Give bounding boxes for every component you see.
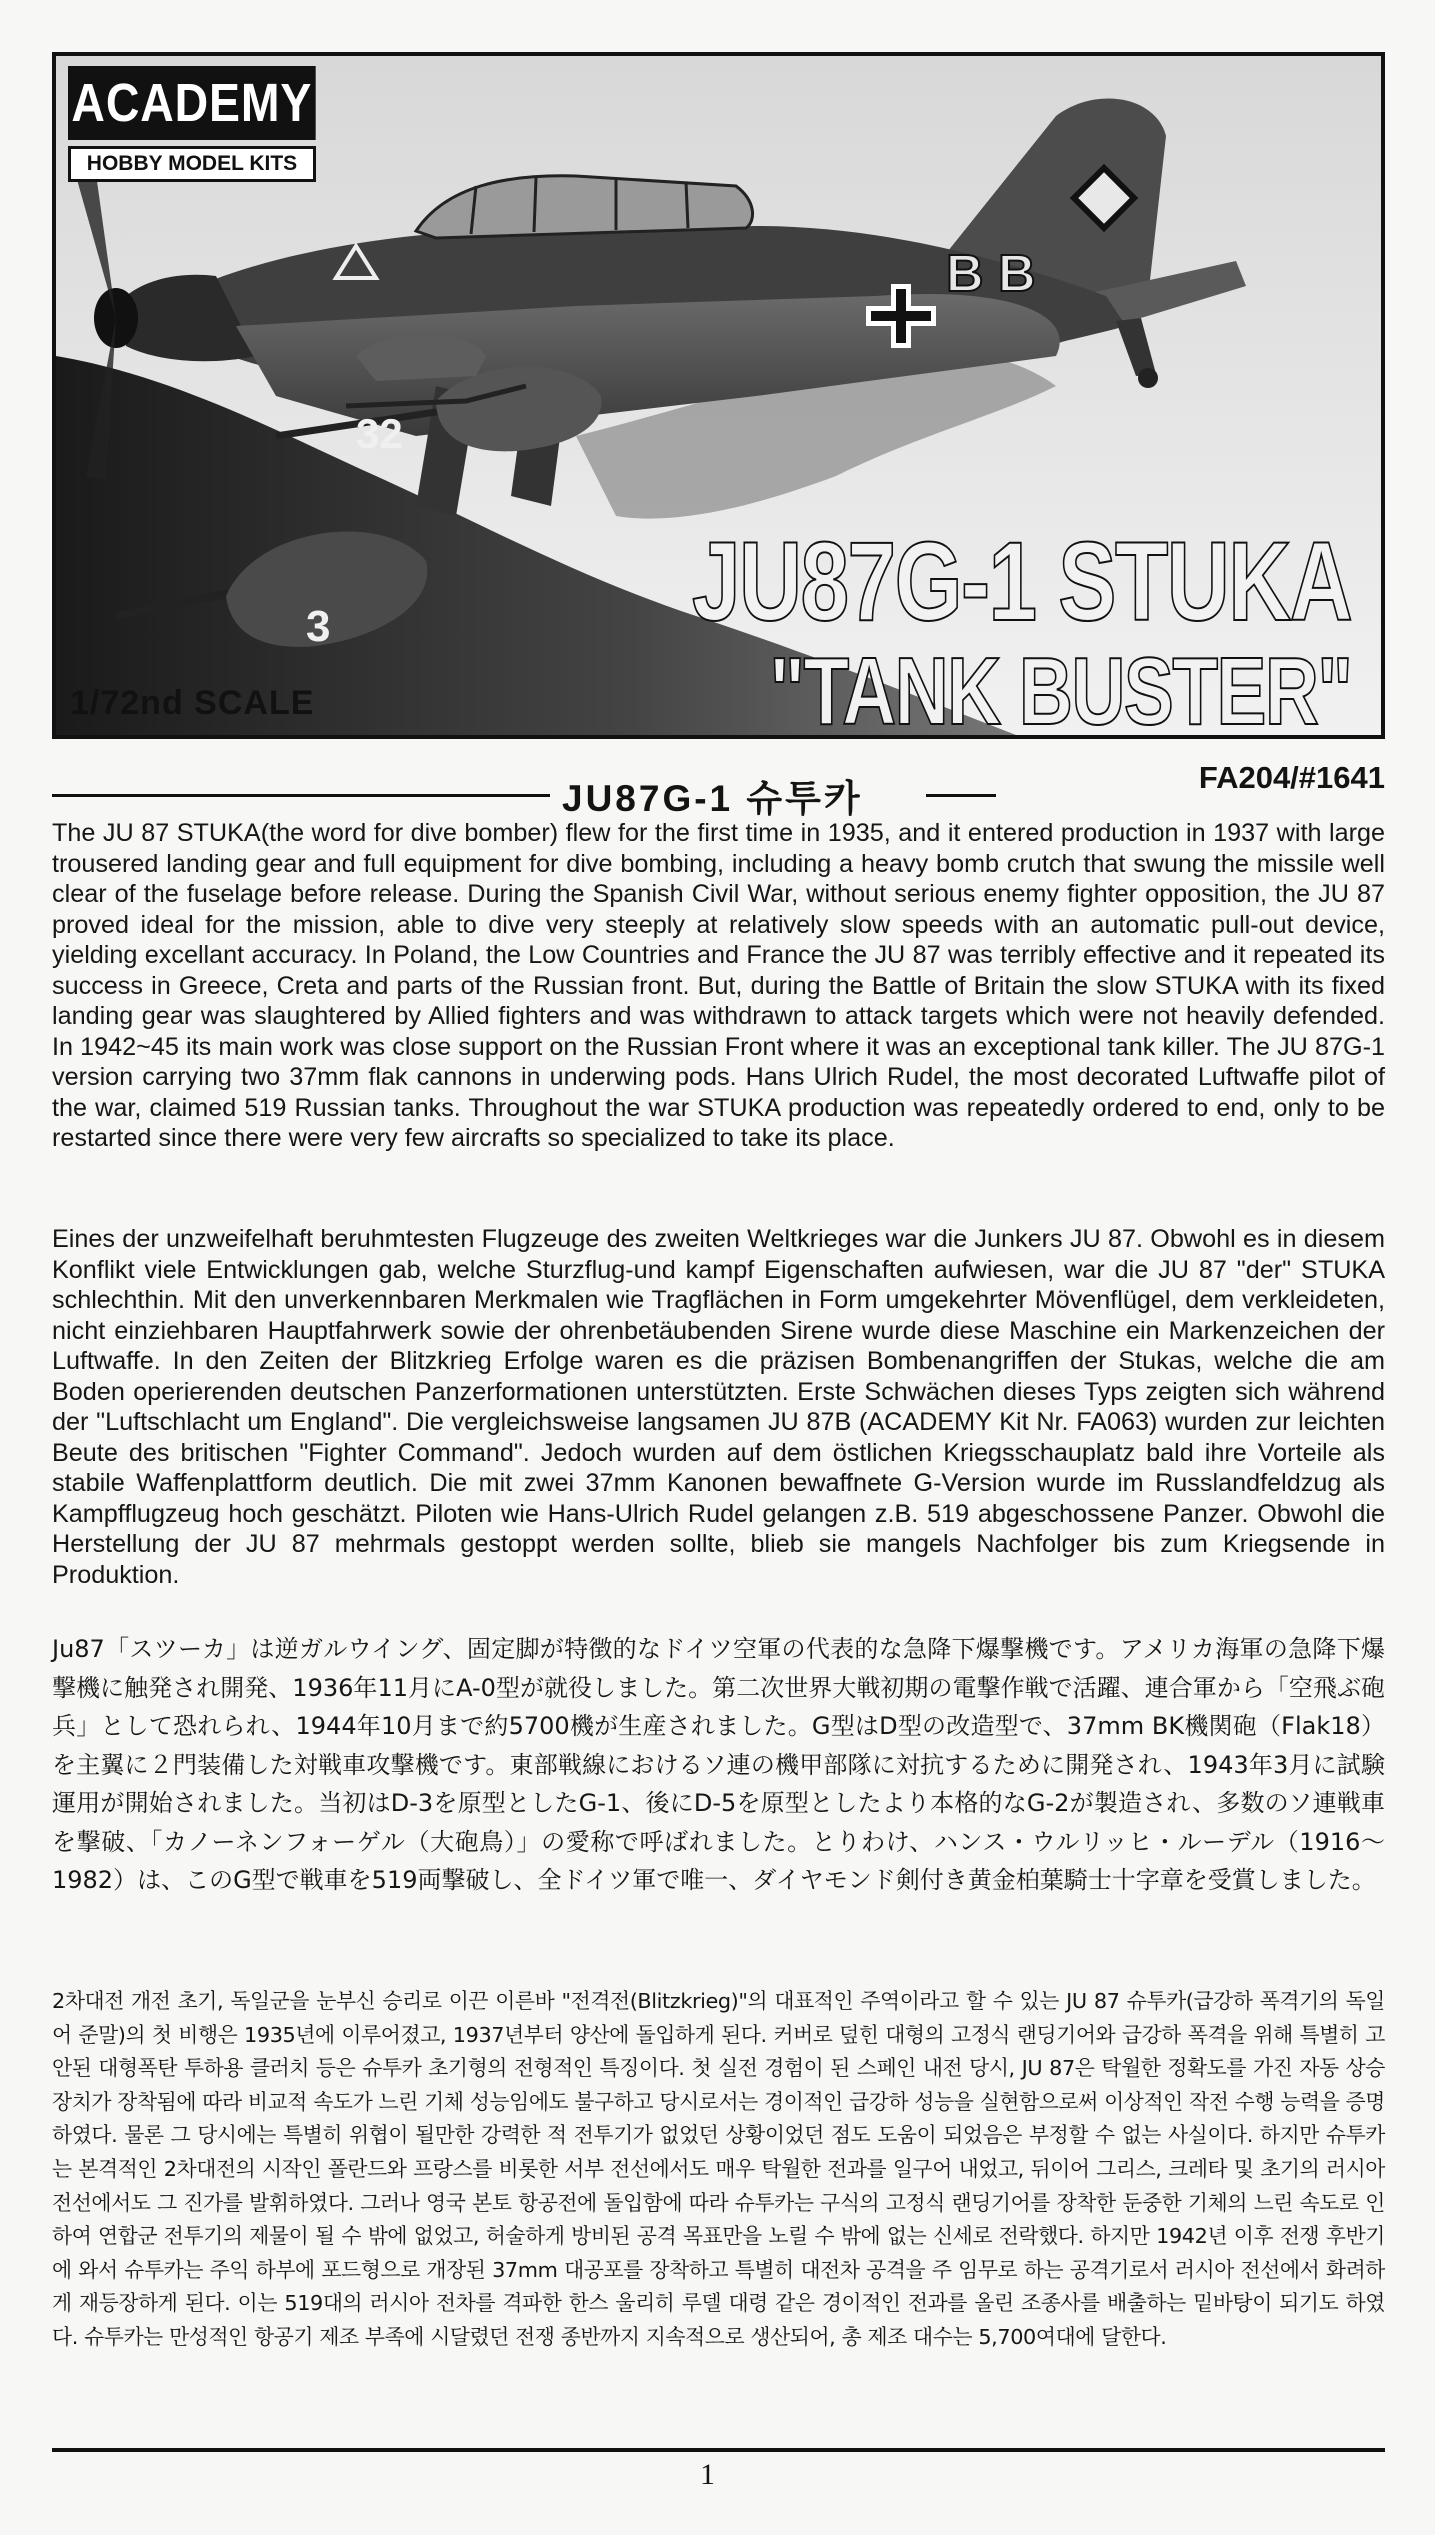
box-art xyxy=(52,52,1385,739)
tail-code-marking: B B xyxy=(946,245,1036,303)
header-rule-left xyxy=(52,794,550,797)
japanese-description: Ju87「スツーカ」は逆ガルウイング、固定脚が特徴的なドイツ空軍の代表的な急降下爆撃機です。アメリカ海軍の急降下爆撃機に触発され開発、1936年11月にA-0型が就役しました。第二次世界大戦初期の電撃作戦で活躍、連合軍から「空飛ぶ砲兵」として恐れられ、1944年10月まで約5700機が生産されました。G型はD型の改造型で、37mm BK機関砲（Flak18）を主翼に２門装備した対戦車攻撃機です。東部戦線におけるソ連の機甲部隊に対抗するために開発され、1943年3月に試験運用が開始されました。当初はD-3を原型としたG-1、後にD-5を原型としたより本格的なG-2が製造され、多数のソ連戦車を撃破、「カノーネンフォーゲル（大砲鳥）」の愛称で呼ばれました。とりわけ、ハンス・ウルリッヒ・ルーデル（1916～1982）は、このG型で戦車を519両撃破し、全ドイツ軍で唯一、ダイヤモンド剣付き黄金柏葉騎士十字章を受賞しました。 xyxy=(52,1635,1385,1894)
pod-number-rear: 32 xyxy=(356,410,403,457)
academy-logo xyxy=(68,66,316,182)
header-row xyxy=(52,760,1385,819)
box-title-line2: "TANK BUSTER" xyxy=(769,638,1351,739)
box-title-line1: JU87G-1 STUKA xyxy=(691,519,1351,644)
product-code: FA204/#1641 xyxy=(1198,760,1385,795)
brand-name: ACADEMY xyxy=(68,66,316,140)
header-rule-right xyxy=(926,794,996,797)
footer-rule xyxy=(52,2448,1385,2452)
scale-label: 1/72nd SCALE xyxy=(70,684,315,722)
page-number: 1 xyxy=(700,2458,715,2491)
english-description: The JU 87 STUKA(the word for dive bomber) flew for the first time in 1935, and it entered production in 1937 with large trousered landing gear and full equipment for dive bombing, including a heavy bomb crutch that swung the missile well clear of the fuselage before release. During the Spanish Civil War, without serious enemy fighter opposition, the JU 87 proved ideal for the mission, able to dive very steeply at relatively slow speeds with an automatic pull-out device, yielding excellant accuracy. In Poland, the Low Countries and France the JU 87 was terribly effective and it repeated its success in Greece, Creta and parts of the Russian front. But, during the Battle of Britain the slow STUKA with its fixed landing gear was slaughtered by Allied fighters and was withdrawn to attack targets which were not heavily defended. In 1942~45 its main work was close support on the Russian Front where it was an exceptional tank killer. The JU 87G-1 version carrying two 37mm flak cannons in underwing pods. Hans Ulrich Rudel, the most decorated Luftwaffe pilot of the war, claimed 519 Russian tanks. Throughout the war STUKA production was repeatedly ordered to end, only to be restarted since there were very few aircrafts so specialized to take its place. xyxy=(52,819,1385,1152)
model-name-heading: JU87G-1 슈투카 xyxy=(562,778,863,819)
brand-subtitle: HOBBY MODEL KITS xyxy=(68,146,316,182)
box-title xyxy=(506,519,1351,739)
korean-description: 2차대전 개전 초기, 독일군을 눈부신 승리로 이끈 이른바 "전격전(Blitzkrieg)"의 대표적인 주역이라고 할 수 있는 JU 87 슈투카(급강하 폭격기의 독일어 준말)의 첫 비행은 1935년에 이루어졌고, 1937년부터 양산에 돌입하게 된다. 커버로 덮힌 대형의 고정식 랜딩기어와 급강하 폭격을 위해 특별히 고안된 대형폭탄 투하용 클러치 등은 슈투카 초기형의 전형적인 특징이다. 첫 실전 경험이 된 스페인 내전 당시, JU 87은 탁월한 정확도를 가진 자동 상승장치가 장착됨에 따라 비교적 속도가 느린 기체 성능임에도 불구하고 당시로서는 경이적인 급강하 성능을 실현함으로써 이상적인 작전 수행 능력을 증명하였다. 물론 그 당시에는 특별히 위협이 될만한 강력한 적 전투기가 없었던 상황이었던 점도 도움이 되었음은 부정할 수 없는 사실이다. 하지만 슈투카는 본격적인 2차대전의 시작인 폴란드와 프랑스를 비롯한 서부 전선에서도 매우 탁월한 전과를 일구어 내었고, 뒤이어 그리스, 크레타 및 초기의 러시아 전선에서도 그 진가를 발휘하였다. 그러나 영국 본토 항공전에 돌입함에 따라 슈투카는 구식의 고정식 랜딩기어를 장착한 둔중한 기체의 느린 속도로 인하여 연합군 전투기의 제물이 될 수 밖에 없었고, 허술하게 방비된 공격 목표만을 노릴 수 밖에 없는 신세로 전락했다. 하지만 1942년 이후 전쟁 후반기에 와서 슈투카는 주익 하부에 포드형으로 개장된 37mm 대공포를 장착하고 특별히 대전차 공격을 주 임무로 하는 공격기로서 러시아 전선에서 화려하게 재등장하게 된다. 이는 519대의 러시아 전차를 격파한 한스 울리히 루델 대령 같은 경이적인 전과를 올린 조종사를 배출하는 밑바탕이 되기도 하였다. 슈투카는 만성적인 항공기 제조 부족에 시달렸던 전쟁 종반까지 지속적으로 생산되어, 총 제조 대수는 5,700여대에 달한다. xyxy=(52,1989,1385,2349)
german-description: Eines der unzweifelhaft beruhmtesten Flugzeuge des zweiten Weltkrieges war die Junkers JU 87. Obwohl es in diesem Konflikt viele Entwicklungen gab, welche Sturzflug-und kampf Eigenschaften aufwiesen, war die JU 87 "der" STUKA schlechthin. Mit den unverkennbaren Merkmalen wie Tragflächen in Form umgekehrter Mövenflügel, dem verkleideten, nicht einziehbaren Hauptfahrwerk sowie der ohrenbetäubenden Sirene wurde diese Maschine ein Markenzeichen der Luftwaffe. In den Zeiten der Blitzkrieg Erfolge waren es die präzisen Bombenangriffen der Stukas, welche die am Boden operierenden deutschen Panzerformationen unterstützten. Erste Schwächen dieses Typs zeigten sich während der "Luftschlacht um England". Die vergleichsweise langsamen JU 87B (ACADEMY Kit Nr. FA063) wurden zur leichten Beute des britischen "Fighter Command". Jedoch wurden auf dem östlichen Kriegsschauplatz bald ihre Vorteile als stabile Waffenplattform deutlich. Die mit zwei 37mm Kanonen bewaffnete G-Version wurde im Russlandfeldzug als Kampfflugzeug hoch geschätzt. Piloten wie Hans-Ulrich Rudel gelangen z.B. 519 abgeschossene Panzer. Obwohl die Herstellung der JU 87 mehrmals gestoppt werden sollte, blieb sie mangels Nachfolger bis zum Kriegsende in Produktion. xyxy=(52,1225,1385,1589)
pod-number-front: 3 xyxy=(306,602,331,651)
